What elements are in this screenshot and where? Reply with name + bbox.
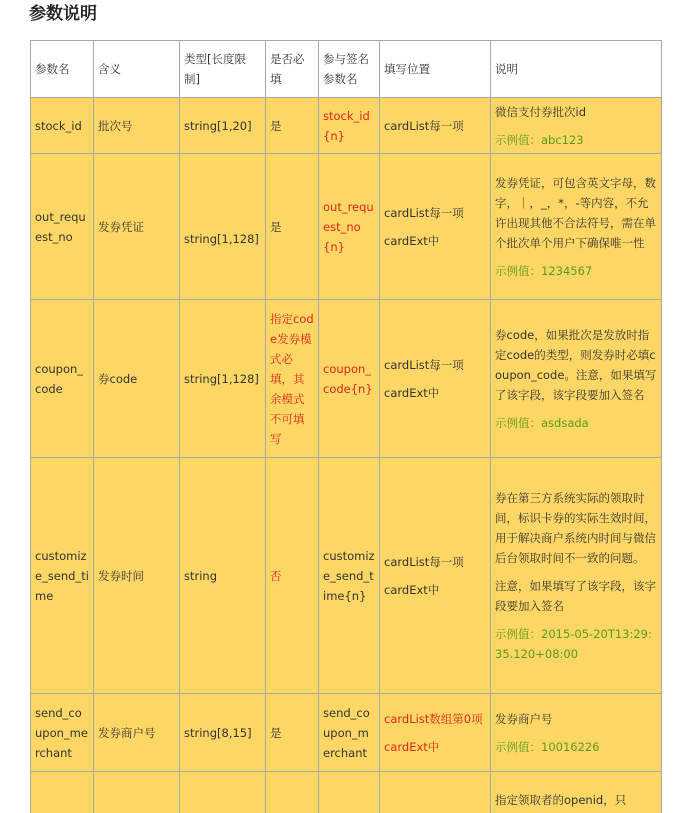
example-text: 示例值：asdsada [495,415,589,430]
table-row [31,694,662,772]
cell-sign-name: out_request_no{n} [319,154,380,300]
cell-desc [491,98,662,154]
cell-meaning: 批次号 [94,98,180,154]
position-line: cardList每一项 [384,205,464,220]
example-text: 示例值：10016226 [495,739,600,754]
desc-text: 发券凭证，可包含英文字母，数字，｜，_，*，-等内容，不允许出现其他不合法符号，需在单个批次单个用户下确保唯一性 [495,175,656,250]
cell-meaning: 发券商户号 [94,694,180,772]
cell-desc [491,300,662,458]
col-header-meaning: 含义 [94,41,180,98]
example-text: 示例值：abc123 [495,132,584,147]
cell-sign-name: send_coupon_merchant [319,694,380,772]
cell-sign-name [319,772,380,813]
cell-name: customize_send_time [31,458,94,694]
position-line: cardExt中 [384,233,440,248]
col-header-required: 是否必填 [266,41,319,98]
example-text: 示例值：2015-05-20T13:29:35.120+08:00 [495,626,652,661]
cell-position [380,154,491,300]
example-text: 示例值：1234567 [495,263,593,278]
cell-required: 否 [266,458,319,694]
cell-type: string[1,128] [180,154,266,300]
position-line: cardList每一项 [384,118,464,133]
desc-text: 发券商户号 [495,711,553,726]
desc-text: 注意，如果填写了该字段，该字段要加入签名 [495,578,656,613]
cell-name: out_request_no [31,154,94,300]
cell-desc [491,154,662,300]
cell-type: string [180,458,266,694]
col-header-position: 填写位置 [380,41,491,98]
cell-type: string[1,20] [180,98,266,154]
cell-name: send_coupon_merchant [31,694,94,772]
cell-position [380,694,491,772]
position-line: cardExt中 [384,385,440,400]
cell-desc [491,772,662,813]
cell-desc [491,458,662,694]
cell-meaning: 发券时间 [94,458,180,694]
cell-meaning [94,772,180,813]
cell-meaning: 发券凭证 [94,154,180,300]
cell-position [380,98,491,154]
desc-text: 微信支付券批次id [495,104,586,119]
cell-required: 是 [266,98,319,154]
col-header-type: 类型[长度限制] [180,41,266,98]
table-row [31,154,662,300]
desc-text: 指定领取者的openid，只 [495,793,627,807]
position-line: cardExt中 [384,582,440,597]
cell-sign-name: coupon_code{n} [319,300,380,458]
cell-desc [491,694,662,772]
position-line: cardList每一项 [384,357,464,372]
cell-name: stock_id [31,98,94,154]
cell-meaning: 券code [94,300,180,458]
cell-required: 是 [266,694,319,772]
table-row [31,772,662,813]
cell-sign-name: customize_send_time{n} [319,458,380,694]
cell-required: 指定code发券模式必填，其余模式不可填写 [266,300,319,458]
cell-type [180,772,266,813]
params-table [30,40,662,813]
col-header-sign-name: 参与签名参数名 [319,41,380,98]
cell-required: 是 [266,154,319,300]
cell-type: string[8,15] [180,694,266,772]
cell-position [380,772,491,813]
cell-type: string[1,128] [180,300,266,458]
desc-text: 券code，如果批次是发放时指定code的类型，则发券时必填coupon_code。注意，如果填写了该字段，该字段要加入签名 [495,327,657,402]
table-header-row [31,41,662,98]
cell-required [266,772,319,813]
position-line: cardList每一项 [384,554,464,569]
table-row [31,300,662,458]
position-line: cardList数组第0项 [384,711,483,726]
table-row [31,458,662,694]
desc-text: 券在第三方系统实际的领取时间，标识卡券的实际生效时间，用于解决商户系统内时间与微信后台领取时间不一致的问题。 [495,490,656,565]
position-line: cardExt中 [384,739,440,754]
cell-position [380,458,491,694]
cell-name: coupon_code [31,300,94,458]
col-header-name: 参数名 [31,41,94,98]
cell-sign-name: stock_id{n} [319,98,380,154]
table-row [31,98,662,154]
col-header-desc: 说明 [491,41,662,98]
page-title: 参数说明 [29,4,97,24]
cell-position [380,300,491,458]
cell-name [31,772,94,813]
